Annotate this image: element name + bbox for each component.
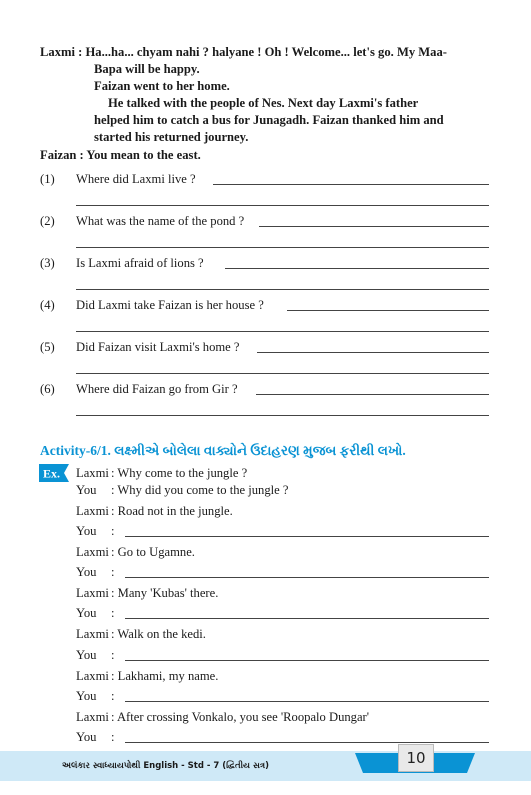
question-text: Did Faizan visit Laxmi's home ? <box>76 340 240 354</box>
speaker-label: You <box>76 648 97 662</box>
speaker-label: Laxmi <box>76 627 109 641</box>
question-text: What was the name of the pond ? <box>76 214 245 228</box>
question-number: (5) <box>40 340 55 354</box>
question-text: Is Laxmi afraid of lions ? <box>76 256 204 270</box>
activity-title: Activity-6/1. લક્ષ્મીએ બોલેલા વાક્યોને ઉદાહરણ મુજબ ફરીથી લખો. <box>40 443 406 458</box>
question-number: (4) <box>40 298 55 312</box>
answer-line[interactable] <box>125 660 489 661</box>
narration-line: He talked with the people of Nes. Next day Laxmi's father <box>108 96 419 110</box>
example-badge-icon <box>39 464 69 482</box>
activity-item <box>76 545 195 560</box>
page-number: 10 <box>398 744 434 772</box>
speaker-label: You <box>76 524 97 538</box>
question-number: (3) <box>40 256 55 270</box>
narration-line: Faizan went to her home. <box>94 79 230 93</box>
answer-line[interactable] <box>125 618 489 619</box>
answer-line[interactable] <box>76 247 489 248</box>
speaker-label: Laxmi <box>76 710 109 724</box>
question-number: (1) <box>40 172 55 186</box>
speaker-label: You <box>76 689 97 703</box>
activity-item <box>76 710 369 725</box>
answer-line[interactable] <box>76 289 489 290</box>
item-sentence: : Lakhami, my name. <box>111 669 219 683</box>
speaker-label: You <box>76 483 97 497</box>
response-row <box>76 606 115 621</box>
response-row <box>76 565 115 580</box>
example-row <box>76 466 247 481</box>
colon-label: : <box>111 524 115 538</box>
colon-label: : <box>111 730 115 744</box>
speaker-label: Laxmi <box>76 586 109 600</box>
speaker-label: You <box>76 606 97 620</box>
colon-label: : <box>111 606 115 620</box>
activity-item <box>76 669 218 684</box>
activity-item <box>76 504 233 519</box>
footer-book-title: અલંકાર સ્વાધ્યાયપોથી English - Std - 7 (દ્વિતીય સત્ર) <box>62 761 269 771</box>
question-text: Where did Laxmi live ? <box>76 172 196 186</box>
activity-item <box>76 586 218 601</box>
response-row <box>76 524 115 539</box>
answer-line[interactable] <box>257 352 489 353</box>
speaker-label: Laxmi <box>76 669 109 683</box>
activity-item <box>76 627 206 642</box>
dialogue-line-laxmi: Laxmi : Ha...ha... chyam nahi ? halyane ! Oh ! Welcome... let's go. My Maa- <box>40 45 447 59</box>
question-number: (2) <box>40 214 55 228</box>
colon-label: : <box>111 648 115 662</box>
question-text: Where did Faizan go from Gir ? <box>76 382 238 396</box>
item-sentence: : Walk on the kedi. <box>111 627 206 641</box>
colon-label: : <box>111 689 115 703</box>
answer-line[interactable] <box>125 701 489 702</box>
speaker-label: Laxmi <box>76 504 109 518</box>
speaker-label: You <box>76 730 97 744</box>
answer-line[interactable] <box>256 394 489 395</box>
example-sentence: : Why did you come to the jungle ? <box>111 483 289 497</box>
answer-line[interactable] <box>76 205 489 206</box>
item-sentence: : Many 'Kubas' there. <box>111 586 219 600</box>
speaker-label: Laxmi <box>76 466 109 480</box>
answer-line[interactable] <box>259 226 489 227</box>
response-row <box>76 648 115 663</box>
item-sentence: : After crossing Vonkalo, you see 'Roopalo Dungar' <box>111 710 370 724</box>
dialogue-line-continued: Bapa will be happy. <box>94 62 200 76</box>
item-sentence: : Go to Ugamne. <box>111 545 195 559</box>
answer-line[interactable] <box>76 373 489 374</box>
answer-line[interactable] <box>76 331 489 332</box>
colon-label: : <box>111 565 115 579</box>
response-row <box>76 689 115 704</box>
speaker-label: You <box>76 565 97 579</box>
answer-line[interactable] <box>225 268 489 269</box>
answer-line[interactable] <box>76 415 489 416</box>
answer-line[interactable] <box>287 310 489 311</box>
example-row <box>76 483 288 498</box>
narration-line: helped him to catch a bus for Junagadh. Faizan thanked him and <box>94 113 444 127</box>
item-sentence: : Road not in the jungle. <box>111 504 233 518</box>
question-text: Did Laxmi take Faizan is her house ? <box>76 298 264 312</box>
response-row <box>76 730 115 745</box>
speaker-label: Laxmi <box>76 545 109 559</box>
example-badge-label: Ex. <box>43 466 61 481</box>
answer-line[interactable] <box>125 577 489 578</box>
example-sentence: : Why come to the jungle ? <box>111 466 248 480</box>
dialogue-line-faizan: Faizan : You mean to the east. <box>40 148 201 162</box>
answer-line[interactable] <box>213 184 489 185</box>
question-number: (6) <box>40 382 55 396</box>
narration-line: started his returned journey. <box>94 130 249 144</box>
answer-line[interactable] <box>125 536 489 537</box>
